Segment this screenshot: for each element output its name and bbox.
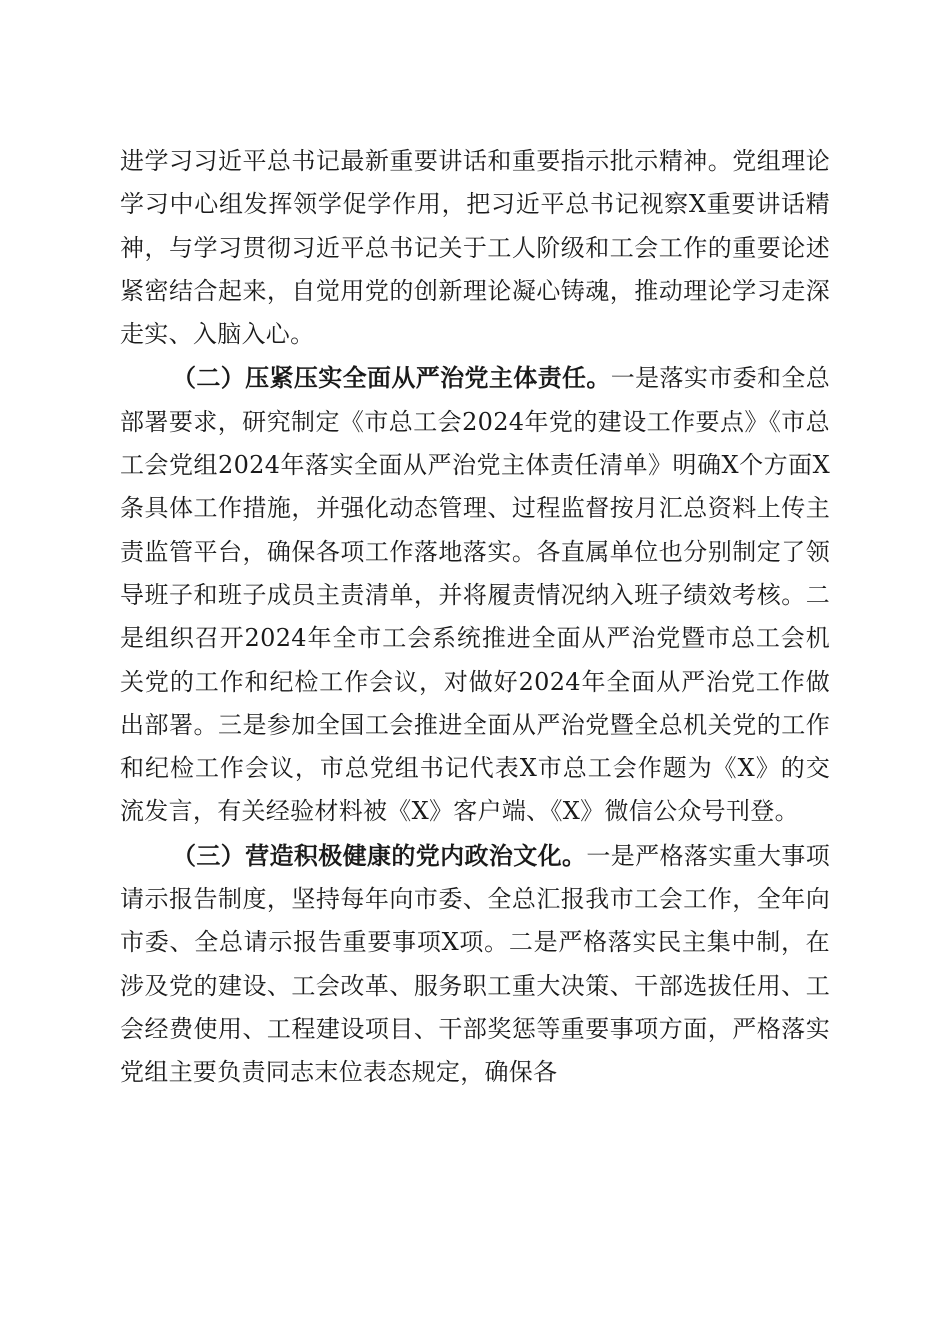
section-body-three: 一是严格落实重大事项请示报告制度，坚持每年向市委、全总汇报我市工会工作，全年向市委、全总请示报告重要事项X项。二是严格落实民主集中制，在涉及党的建设、工会改革、服务职工重大决策、干部选拔任用、工会经费使用、工程建设项目、干部奖惩等重要事项方面，严格落实党组主要负责同志末位表态规定，确保各 [120,841,830,1087]
paragraph-text: 进学习习近平总书记最新重要讲话和重要指示批示精神。党组理论学习中心组发挥领学促学作用，把习近平总书记视察X重要讲话精神，与学习贯彻习近平总书记关于工人阶级和工会工作的重要论述紧密结合起来，自觉用党的创新理论凝心铸魂，推动理论学习走深走实、入脑入心。 [120,147,830,349]
section-body-two: 一是落实市委和全总部署要求，研究制定《市总工会2024年党的建设工作要点》《市总工会党组2024年落实全面从严治党主体责任清单》明确X个方面X条具体工作措施，并强化动态管理、过程监督按月汇总资料上传主责监管平台，确保各项工作落地落实。各直属单位也分别制定了领导班子和班子成员主责清单，并将履责情况纳入班子绩效考核。二是组织召开2024年全市工会系统推进全面从严治党暨市总工会机关党的工作和纪检工作会议，对做好2024年全面从严治党工作做出部署。三是参加全国工会推进全面从严治党暨全总机关党的工作和纪检工作会议，市总党组书记代表X市总工会作题为《X》的交流发言，有关经验材料被《X》客户端、《X》微信公众号刊登。 [120,364,830,826]
paragraph-section-three [120,834,830,1095]
paragraph-section-two [120,356,830,833]
document-body [120,140,830,1095]
section-heading-two: （二）压紧压实全面从严治党主体责任。 [172,363,611,393]
section-heading-three: （三）营造积极健康的党内政治文化。 [172,840,587,870]
paragraph-continuation [120,140,830,356]
